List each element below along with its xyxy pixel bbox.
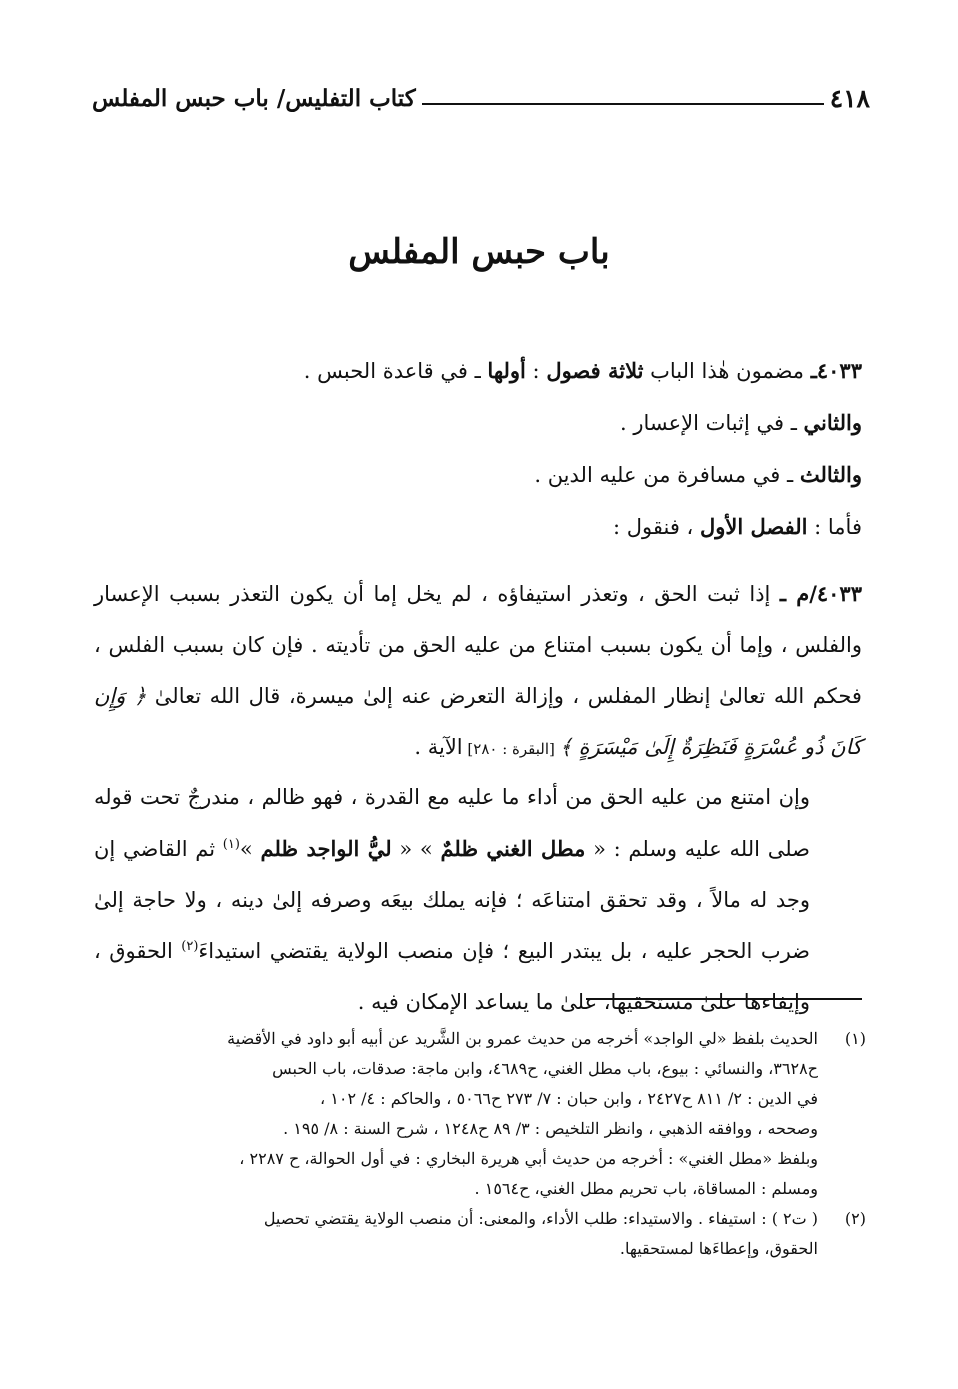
- page-number: ٤١٨: [829, 83, 870, 113]
- hadith-quote: مطل الغني ظلمٌ: [440, 836, 586, 861]
- section-4033-line-1: [94, 345, 862, 397]
- footnotes: [94, 1024, 866, 1264]
- footnote-line: ومسلم : المساقاة، باب تحريم مطل الغني، ح١٥٦٤ .: [474, 1179, 818, 1198]
- footnote-line: ( ت٢ ) : استيفاء . والاستيداء: طلب الأداء، والمعنى: أن منصب الولاية يقتضي تحصيل: [263, 1209, 818, 1228]
- paragraph-3-text: [94, 772, 862, 1028]
- text-run: ـ في قاعدة الحبس .: [303, 359, 488, 383]
- bold-run: أولها: [487, 358, 526, 383]
- footnote-line: الحقوق، وإعطاءَها لمستحقيها.: [619, 1239, 818, 1258]
- footnote-marker[interactable]: (٢): [181, 939, 199, 954]
- bold-run: الفصل الأول: [699, 514, 808, 539]
- text-run: مضمون هٰذا الباب: [643, 359, 811, 383]
- text-run: وإن امتنع من عليه الحق من أداء ما عليه مع القدرة ، فهو ظالم ، مندرجٌ تحت قوله صلى الله عليه وسلم : «: [94, 785, 810, 861]
- text-run: ـ في إثبات الإعسار .: [619, 411, 804, 435]
- text-run: ـ في مسافرة من عليه الدين .: [534, 463, 800, 487]
- footnote-line: وبلفظ «مطل الغني» : أخرجه من حديث أبي هريرة البخاري : في أول الحوالة، ح ٢٢٨٧ ،: [239, 1149, 818, 1168]
- footnote-text: [94, 1024, 818, 1204]
- footnote-line: وصححه ، ووافقه الذهبي ، وانظر التلخيص : ٣/ ٨٩ ح١٢٤٨ ، شرح السنة : ٨/ ١٩٥ .: [283, 1119, 818, 1138]
- section-4033m-paragraph: [94, 568, 862, 775]
- text-run: فأما :: [807, 515, 862, 539]
- footnote-2: [94, 1204, 866, 1264]
- header-rule: [422, 103, 824, 105]
- section-number: ٤٠٣٣/م ـ: [779, 581, 862, 606]
- running-title: كتاب التفليس/ باب حبس المفلس: [92, 84, 416, 112]
- text-run: الحقوق ، وإيفاءها علىٰ مستحقيها، علىٰ ما يساعد الإمكان فيه .: [94, 939, 810, 1014]
- text-run: » «: [391, 837, 441, 861]
- section-4033-line-3: [94, 449, 862, 501]
- footnote-marker[interactable]: (١): [222, 837, 240, 852]
- footnote-line: في الدين : ٢/ ٨١١ ح٢٤٢٧ ، وابن حبان : ٧/ ٢٧٣ ح٥٠٦٦ ، والحاكم : ٤/ ١٠٢ ،: [320, 1089, 818, 1108]
- footnote-line: ح٣٦٢٨، والنسائي : بيوع، باب مطل الغني، ح٤٦٨٩، وابن ماجة: صدقات، باب الحبس: [272, 1059, 818, 1078]
- section-4033: [94, 345, 862, 553]
- hadith-quote: ليُّ الواجد ظلم: [260, 836, 392, 861]
- section-4033-line-2: [94, 397, 862, 449]
- chapter-title: باب حبس المفلس: [348, 232, 610, 272]
- running-header: [92, 78, 870, 118]
- footnote-line: الحديث بلفظ «لي الواجد» أخرجه من حديث عمرو بن الشَّريد عن أبيه أبو داود في الأقضية: [227, 1029, 818, 1048]
- text-run: الآية .: [414, 735, 463, 759]
- footnote-separator: [586, 998, 862, 1000]
- paragraph-3: [94, 772, 862, 1028]
- footnote-1: [94, 1024, 866, 1204]
- quran-verse: ﴿ وَإِن كَانَ ذُو عُسْرَةٍ فَنَظِرَةٌ إِلَىٰ مَيْسَرَةٍ ﴾: [94, 684, 862, 759]
- text-run: ، فنقول :: [613, 515, 700, 539]
- text-run: ثم القاضي إن وجد له مالاً ، وقد تحقق امتناعَه ؛ فإنه يملك بيعَه وصرفه إلىٰ دينه ، ولا حاجة إلىٰ ضرب الحجر عليه ، بل يبتدر البيع ؛ فإن منصب الولاية يقتضي استيداءَ: [94, 837, 811, 963]
- bold-run: والثالث: [799, 462, 862, 487]
- quran-reference: [البقرة : ٢٨٠]: [462, 740, 560, 758]
- footnote-text: [94, 1204, 818, 1264]
- footnote-number: (٢): [844, 1209, 866, 1228]
- text-run: إذا ثبت الحق ، وتعذر استيفاؤه ، لم يخل إما أن يكون التعذر بسبب الإعسار والفلس ، وإما أن يكون بسبب امتناع من عليه الحق من تأديته . فإن كان بسبب الفلس ، فحكم الله تعالىٰ إنظار المفلس ، وإزالة التعرض عنه إلىٰ ميسرة، قال الله تعالىٰ: [94, 582, 862, 708]
- bold-run: ثلاثة فصول: [546, 358, 644, 383]
- section-4033-line-4: [94, 501, 862, 553]
- text-run: :: [525, 359, 547, 383]
- bold-run: والثاني: [803, 410, 862, 435]
- footnote-number: (١): [844, 1029, 866, 1048]
- text-run: »: [239, 837, 261, 861]
- section-number: ٤٠٣٣ـ: [810, 358, 862, 383]
- section-4033m: [94, 568, 862, 775]
